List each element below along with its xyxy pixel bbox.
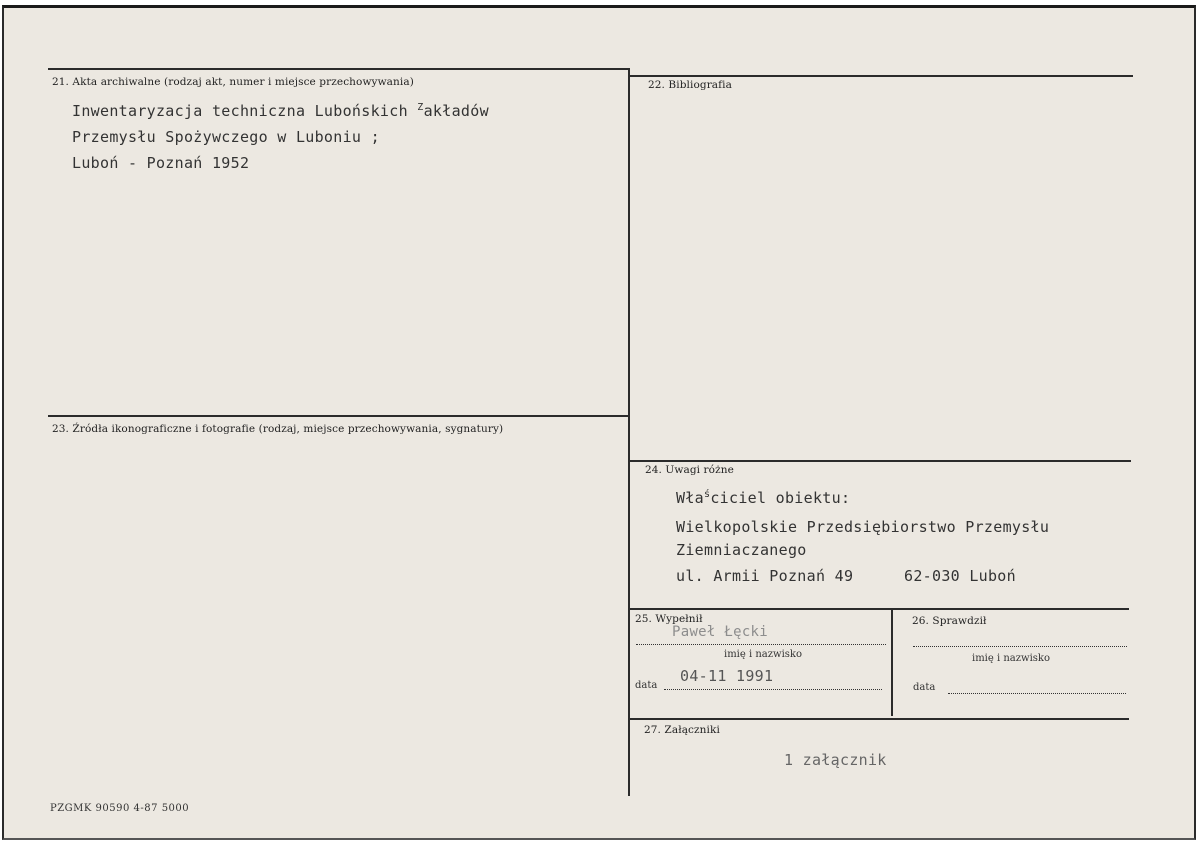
- divider-mid-left: [48, 415, 630, 417]
- remarks-line-3: Ziemniaczanego: [676, 541, 807, 559]
- divider-signatures-top: [630, 608, 1129, 610]
- section-27-label: 27. Załączniki: [644, 724, 720, 736]
- filled-by-date-label: data: [635, 680, 658, 691]
- checked-by-name-line: [913, 646, 1127, 647]
- remarks-line-1a: Wła: [676, 489, 704, 507]
- divider-top-left: [48, 68, 630, 70]
- form-sheet: [2, 5, 1196, 840]
- archival-records-line-1b: ch: [389, 102, 418, 120]
- section-22-label: 22. Bibliografia: [648, 79, 732, 91]
- remarks-line-1b: ciciel obiektu:: [710, 489, 851, 507]
- divider-vertical-main: [628, 69, 630, 796]
- filled-by-name-caption: imię i nazwisko: [724, 649, 802, 660]
- archival-records-line-1: [72, 102, 489, 120]
- filled-by-date-line: [664, 689, 882, 690]
- section-24-label: 24. Uwagi różne: [645, 464, 734, 476]
- divider-attachments-top: [630, 718, 1129, 720]
- divider-mid-right: [630, 460, 1131, 462]
- archival-records-raised-letter: Z: [417, 102, 424, 113]
- attachments-value: 1 załącznik: [784, 751, 887, 769]
- divider-top-right: [630, 75, 1133, 77]
- remarks-line-4-postcode: 62-030 Luboń: [904, 567, 1016, 585]
- archival-records-line-1c: akładów: [423, 102, 489, 120]
- filled-by-name: Paweł Łęcki: [672, 624, 769, 640]
- archival-records-line-3: Luboń - Poznań 1952: [72, 154, 250, 172]
- checked-by-name-caption: imię i nazwisko: [972, 653, 1050, 664]
- archival-records-line-2: Przemysłu Spożywczego w Luboniu ;: [72, 128, 380, 146]
- print-code-footer: PZGMK 90590 4-87 5000: [50, 803, 190, 814]
- remarks-line-4-street: ul. Armii Poznań 49: [676, 567, 854, 585]
- section-26-label: 26. Sprawdził: [912, 615, 987, 627]
- divider-signatures-middle: [891, 608, 893, 716]
- checked-by-date-label: data: [913, 682, 936, 693]
- remarks-line-2: Wielkopolskie Przedsiębiorstwo Przemysłu: [676, 518, 1050, 536]
- remarks-raised-letter: ś: [704, 489, 711, 500]
- section-21-label: 21. Akta archiwalne (rodzaj akt, numer i miejsce przechowywania): [52, 76, 414, 88]
- filled-by-date-value: 04-11 1991: [680, 667, 774, 685]
- section-23-label: 23. Źródła ikonograficzne i fotografie (rodzaj, miejsce przechowywania, sygnatury): [52, 423, 504, 435]
- filled-by-name-line: [636, 644, 886, 645]
- remarks-line-1: [676, 489, 850, 507]
- checked-by-date-line: [948, 693, 1126, 694]
- section-25-label: 25. Wypełnił: [635, 613, 703, 625]
- archival-records-line-1a: Inwentaryzacja techniczna Luboński: [72, 102, 390, 120]
